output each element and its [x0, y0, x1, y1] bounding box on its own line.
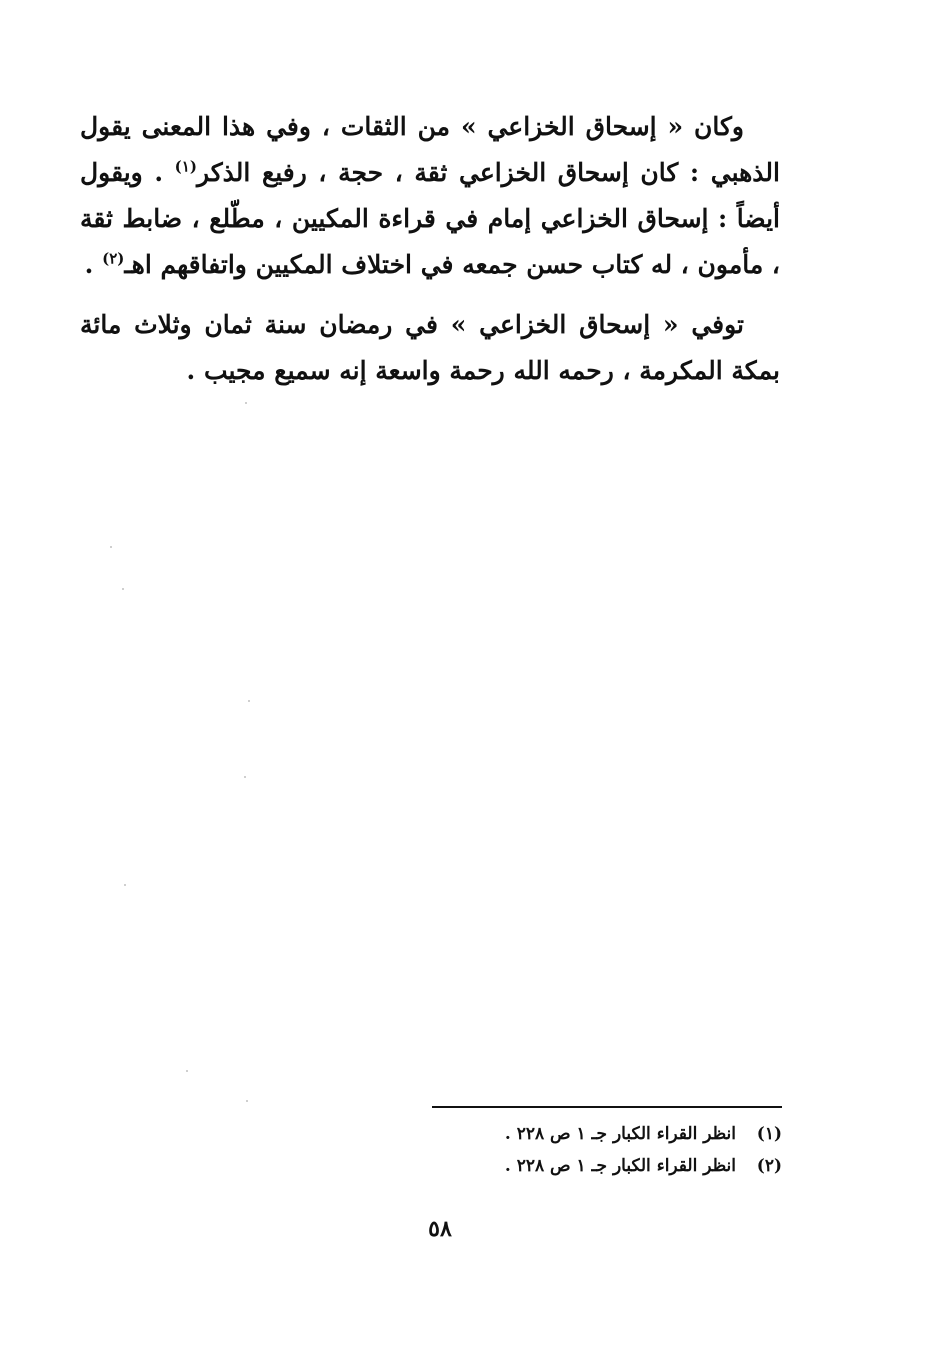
footnote-2: [362, 1153, 782, 1179]
paragraph-1: [80, 104, 780, 288]
footnote-2-text: انظر القراء الكبار جـ ١ ص ٢٢٨ .: [504, 1156, 736, 1176]
paragraph-1-text-a: وكان « إسحاق الخزاعي » من الثقات ، وفي هذا المعنى يقول الذهبي : كان إسحاق الخزاعي ثقة ، حجة ، رفيع الذكر: [80, 112, 780, 187]
page-number: ٥٨: [428, 1216, 452, 1242]
footnote-reference-1: (١): [174, 157, 197, 176]
footnote-separator-rule: [432, 1106, 782, 1108]
scan-speck: [110, 546, 112, 548]
scan-speck: [186, 1070, 188, 1072]
paragraph-2: [80, 302, 780, 394]
scan-speck: [248, 700, 250, 702]
footnote-1-text: انظر القراء الكبار جـ ١ ص ٢٢٨ .: [504, 1124, 736, 1144]
footnote-1: [362, 1121, 782, 1147]
scan-speck: [246, 1100, 248, 1102]
paragraph-2-text: توفي « إسحاق الخزاعي » في رمضان سنة ثمان وثلاث مائة بمكة المكرمة ، رحمه الله رحمة واسعة إنه سميع مجيب .: [80, 310, 780, 385]
footnote-2-number: (٢): [756, 1156, 782, 1176]
footnote-1-number: (١): [756, 1124, 782, 1144]
paragraph-1-text-c: .: [84, 250, 103, 279]
scan-speck: [244, 776, 246, 778]
paragraph-1-text-b: . ويقول أيضاً : إسحاق الخزاعي إمام في قراءة المكيين ، مطّلع ، ضابط ثقة ، مأمون ، له كتاب حسن جمعه في اختلاف المكيين واتفاقهم اهـ: [80, 158, 780, 279]
scan-speck: [124, 884, 126, 886]
scan-speck: [122, 588, 124, 590]
scan-speck: [245, 402, 247, 404]
footnote-reference-2: (٢): [102, 249, 125, 268]
